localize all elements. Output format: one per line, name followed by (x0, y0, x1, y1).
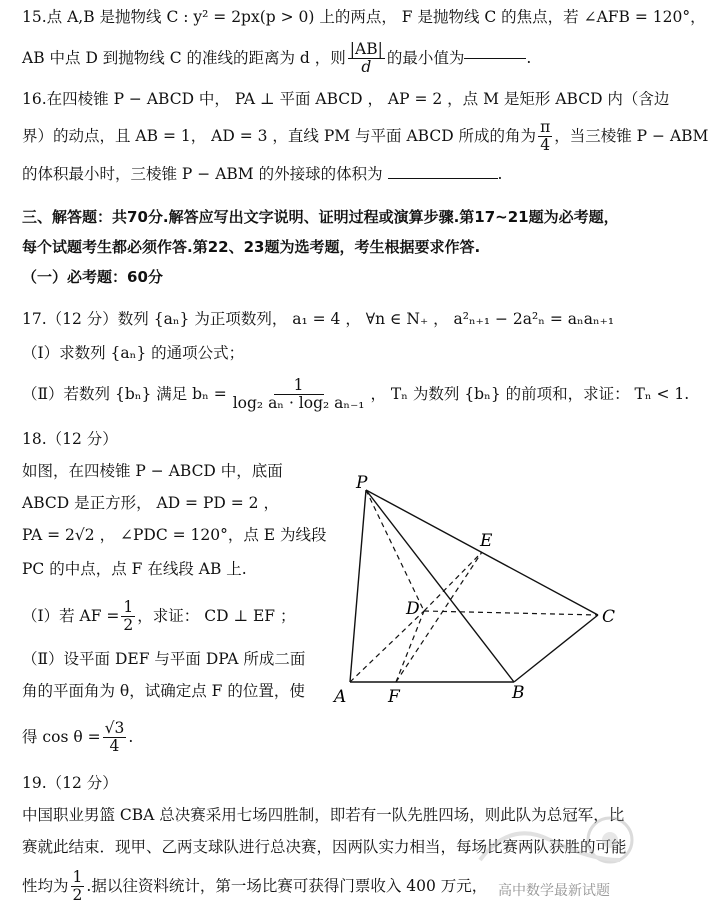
q16-line1 (22, 88, 670, 110)
q15-frac-den: d (361, 57, 372, 76)
pyramid-diagram (330, 470, 630, 715)
q18-text-l4: PC 的中点，点 F 在线段 AB 上. (22, 560, 247, 578)
label-B: B (512, 683, 525, 703)
q15-line1 (22, 6, 706, 28)
edge-PB (366, 490, 514, 682)
q17-frac-num: 1 (274, 377, 324, 395)
q18-p1-text2: ，求证： CD ⊥ EF ； (137, 607, 296, 625)
q15-frac-num: |AB| (349, 39, 383, 58)
section3-subtitle: （一）必考题：60分 (22, 268, 163, 286)
label-F: F (388, 687, 400, 707)
edge-BC (514, 615, 598, 682)
q16-line3: 的体积最小时，三棱锥 P − ABM 的外接球的体积为 . (22, 165, 503, 183)
q19-fraction (71, 869, 85, 904)
q15-line2: AB 中点 D 到抛物线 C 的准线的距离为 d ，则 $\frac{|AB|}{d}$ 的最小值为 . (22, 39, 532, 76)
q18-header-text: 18.（12 分） (22, 430, 118, 448)
section3-text1: 三、解答题：共70分.解答应写出文字说明、证明过程或演算步骤.第17~21题为必考题， (22, 208, 619, 226)
q17-part2-text2: ， Tₙ 为数列 {bₙ} 的前项和，求证： Tₙ < 1. (370, 385, 690, 403)
q18-part2-l1 (22, 648, 322, 670)
q19-text3: 性均为 (22, 877, 69, 895)
edge-AD (350, 611, 424, 682)
q18-p2-text3: 得 cos θ = (22, 728, 101, 746)
pyramid-figure (330, 470, 630, 715)
q18-l2 (22, 492, 322, 514)
q18-p2-text4: . (128, 728, 134, 746)
q18-text-l2: ABCD 是正方形， AD = PD = 2 ， (22, 494, 279, 512)
section3-text2: 每个试题考生都必须作答.第22、23题为选考题，考生根据要求作答. (22, 238, 481, 256)
q19-frac-den: 2 (72, 885, 83, 904)
q15-fraction (348, 41, 385, 76)
label-P: P (356, 473, 368, 493)
edge-FD (396, 611, 424, 682)
q15-answer-blank[interactable] (464, 58, 526, 59)
q18-p1-fraction (121, 599, 135, 634)
q16-answer-blank[interactable] (388, 178, 498, 179)
q18-p2-text2: 角的平面角为 θ，试确定点 F 的位置，使 (22, 682, 305, 700)
edge-PA (350, 490, 366, 682)
q19-header (22, 772, 630, 794)
q17-fraction (231, 377, 367, 412)
q19-text1: 中国职业男篮 CBA 总决赛采用七场四胜制，即若有一队先胜四场，则此队为总冠军，比 (22, 806, 625, 824)
q17-part2-text1: （Ⅱ）若数列 {bₙ} 满足 bₙ = (22, 385, 227, 403)
label-E: E (480, 531, 493, 551)
q17-frac-den: log₂ aₙ · log₂ aₙ₋₁ (232, 393, 365, 412)
q18-p2-frac-num: √3 (104, 718, 125, 737)
q18-header (22, 428, 630, 450)
q16-frac-num: π (540, 117, 551, 136)
q15-text3: 的最小值为 (386, 49, 465, 67)
q16-line2 (22, 117, 708, 154)
edge-DC (424, 611, 598, 615)
q16-frac-den: 4 (540, 135, 551, 154)
q17-line1 (22, 308, 630, 330)
q17-part1 (22, 342, 630, 364)
q16-fraction (538, 119, 552, 154)
q18-part2-l3 (22, 714, 322, 760)
label-C: C (602, 607, 616, 627)
q18-p2-text1: （Ⅱ）设平面 DEF 与平面 DPA 所成二面 (22, 650, 306, 668)
q16-text4: 的体积最小时，三棱锥 P − ABM 的外接球的体积为 (22, 165, 383, 183)
q18-p1-frac-den: 2 (123, 615, 134, 634)
q17-part1-text: （Ⅰ）求数列 {aₙ} 的通项公式； (22, 344, 245, 362)
section3-line2 (22, 236, 630, 258)
q15-text: 15.点 A,B 是抛物线 C : y² = 2px(p > 0) 上的两点， F 是抛物线 C 的焦点，若 ∠AFB = 120°， (22, 8, 706, 26)
q16-text2: 界）的动点，且 AB = 1， AD = 3 ，直线 PM 与平面 ABCD 所成的角为 (22, 127, 537, 145)
section3-line1 (22, 206, 630, 228)
label-A: A (334, 687, 347, 707)
q18-text-l3: PA = 2√2 ， ∠PDC = 120°，点 E 为线段 (22, 526, 327, 544)
label-D: D (406, 599, 420, 619)
q16-text1: 16.在四棱锥 P − ABCD 中， PA ⊥ 平面 ABCD ， AP = 2 ，点 M 是矩形 ABCD 内（含边 (22, 90, 670, 108)
q16-text3: ，当三棱锥 P − ABM (554, 127, 708, 145)
q18-p1-frac-num: 1 (123, 597, 134, 616)
q17-part2 (22, 372, 690, 416)
q15-text2: AB 中点 D 到抛物线 C 的准线的距离为 d ，则 (22, 49, 346, 67)
q19-frac-num: 1 (72, 867, 83, 886)
q18-p1-text1: （Ⅰ）若 AF = (22, 607, 120, 625)
q18-p2-frac-den: 4 (109, 736, 120, 755)
section3-sub (22, 266, 630, 288)
q17-text1: 17.（12 分）数列 {aₙ} 为正项数列， a₁ = 4 ， ∀n ∈ N₊ ， a²ₙ₊₁ − 2a²ₙ = aₙaₙ₊₁ (22, 310, 615, 328)
q18-l1 (22, 460, 322, 482)
q18-part2-l2 (22, 680, 322, 702)
edge-PD (366, 490, 424, 611)
q19-text2: 赛就此结束．现甲、乙两支球队进行总决赛，因两队实力相当，每场比赛两队获胜的可能 (22, 838, 627, 856)
q18-l4 (22, 558, 322, 580)
q19-text4: .据以往资料统计，第一场比赛可获得门票收入 400 万元， (86, 877, 488, 895)
watermark-text: 高中数学最新试题 (498, 883, 610, 899)
q18-l3 (22, 524, 327, 546)
q18-part1 (22, 596, 322, 636)
q19-header-text: 19.（12 分） (22, 774, 118, 792)
q18-text-l1: 如图，在四棱锥 P − ABCD 中，底面 (22, 462, 283, 480)
q18-p2-fraction (103, 720, 127, 755)
